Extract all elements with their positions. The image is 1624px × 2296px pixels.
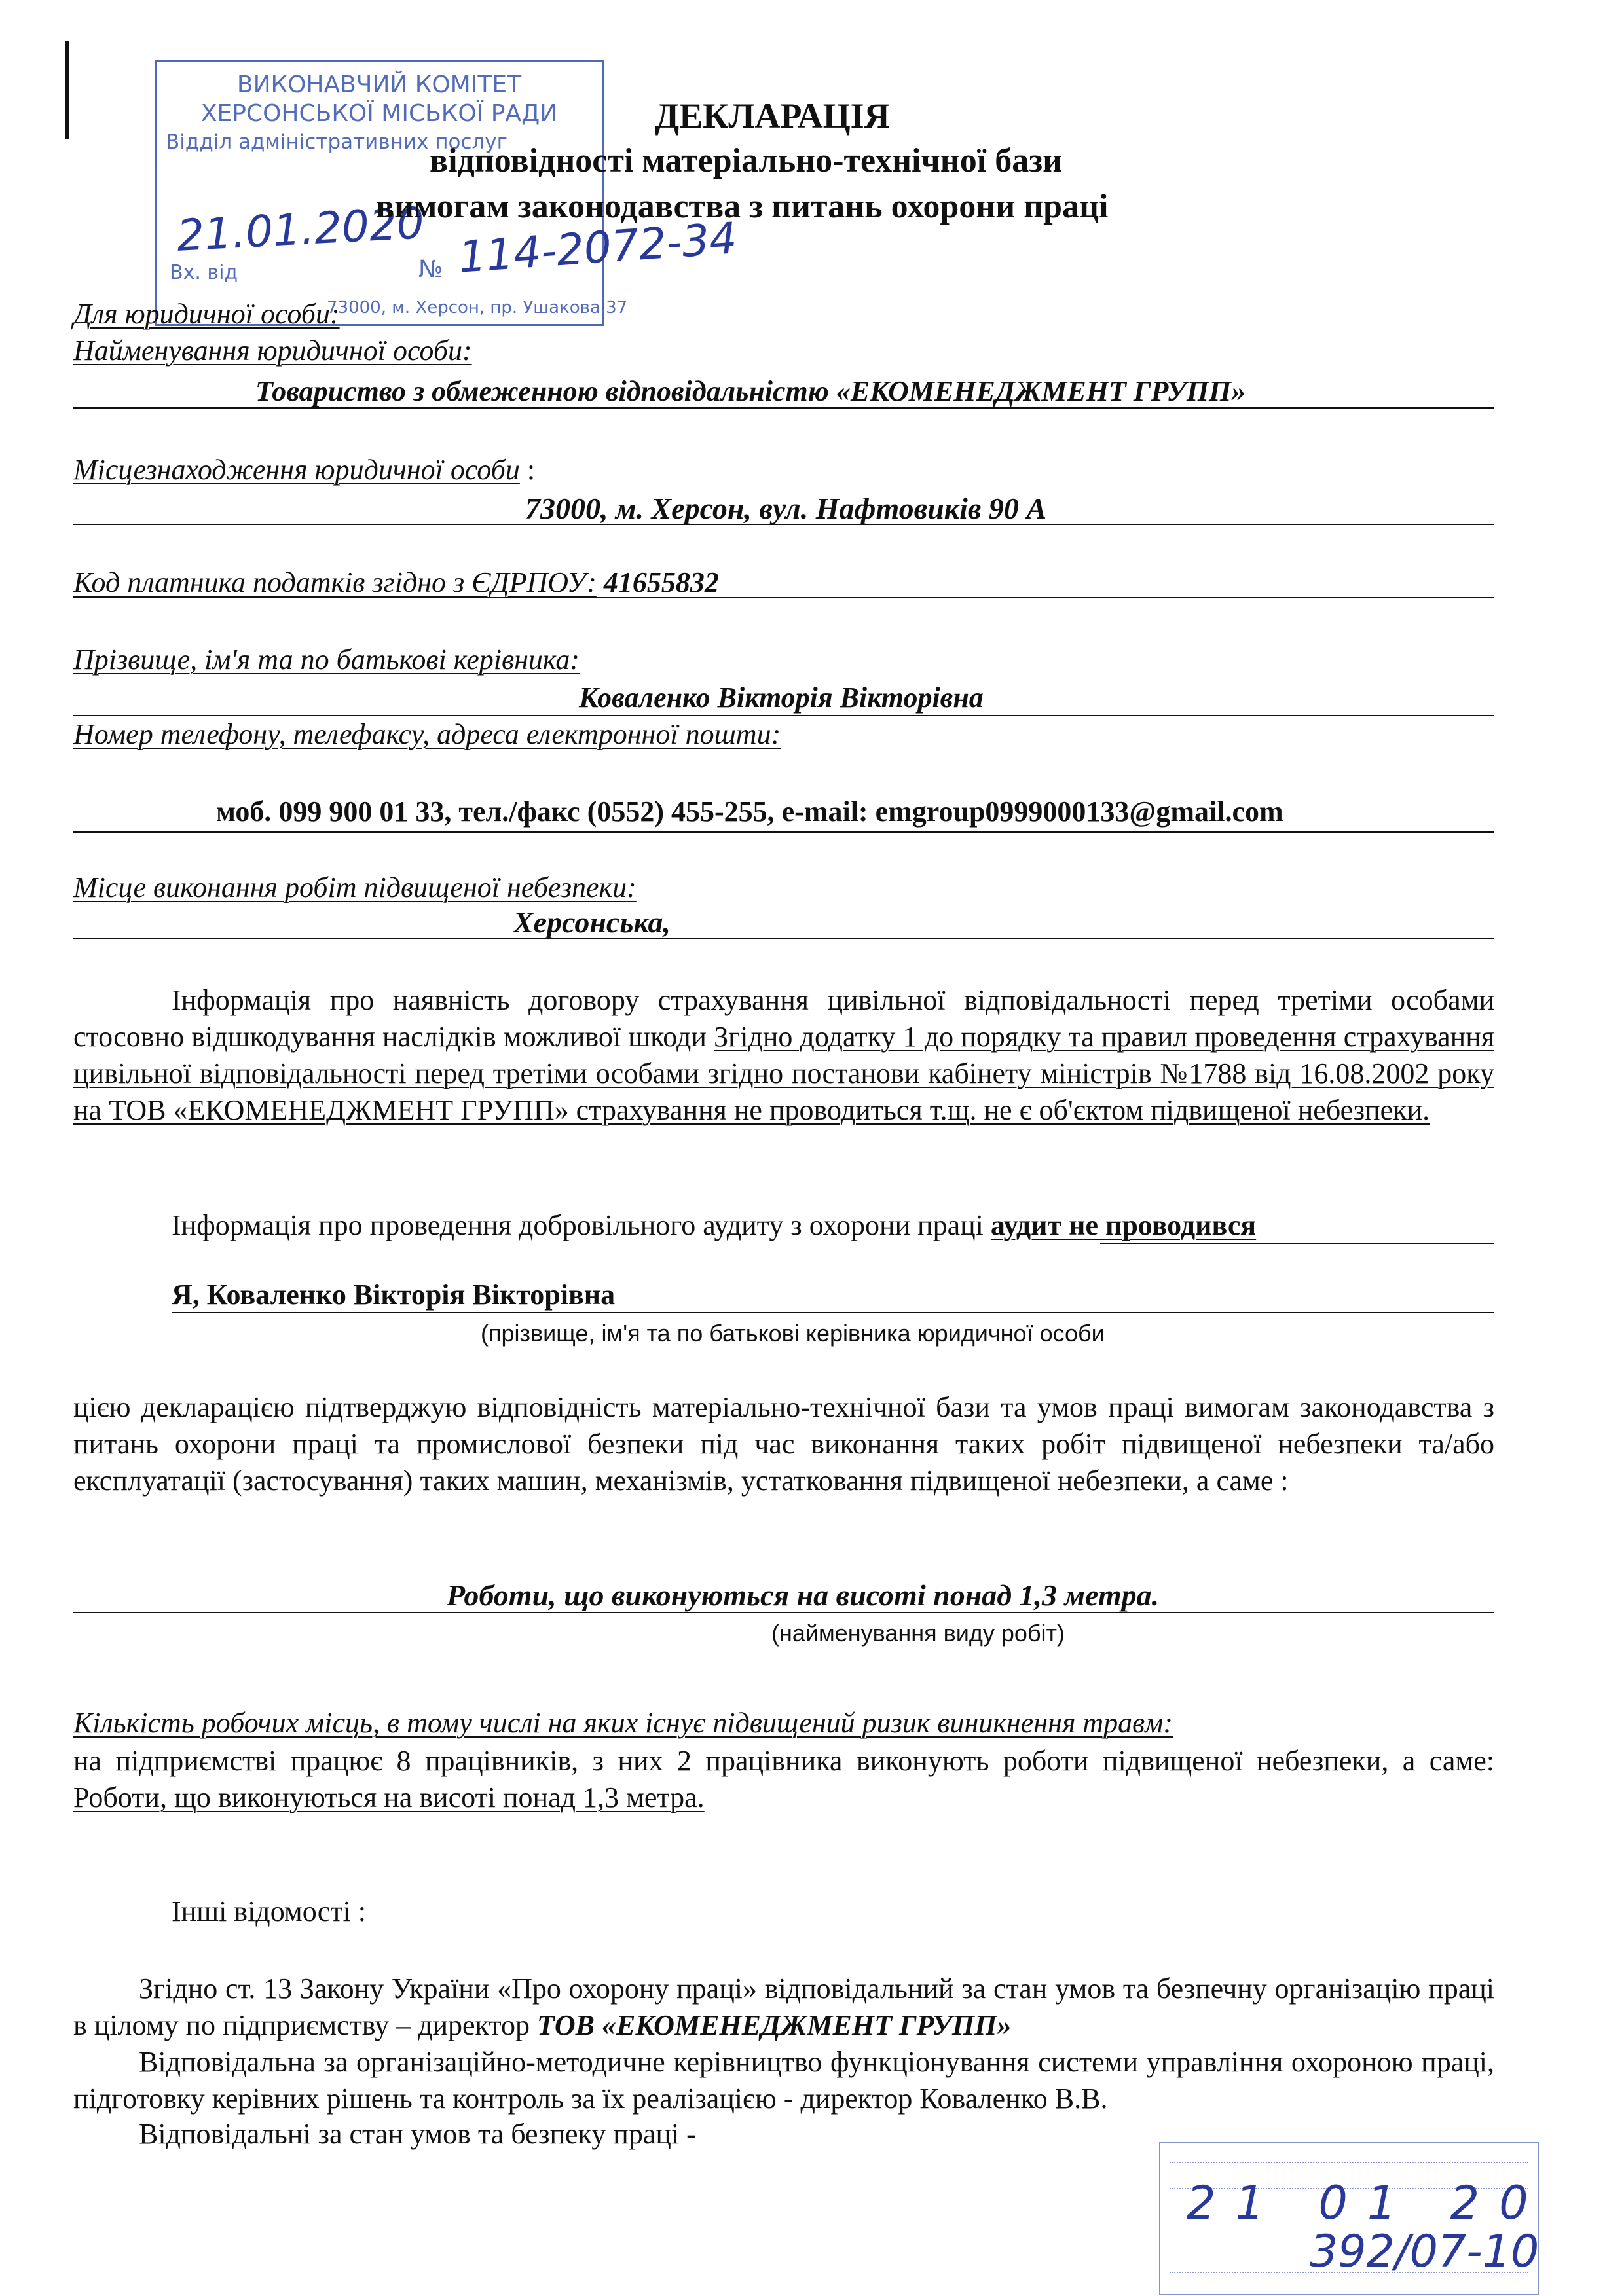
contacts-label: Номер телефону, телефаксу, адреса електронної пошти:: [73, 718, 781, 750]
margin-mark: [65, 41, 69, 139]
other-paragraph-2: Відповідальна за організаційно-методичне керівництво функціонування системи управління охороною праці, підготовку керівних рішень та контроль за їх реалізацією - директор Коваленко В.В.: [73, 2046, 1494, 2115]
place-label: Місце виконання робіт підвищеної небезпеки:: [73, 871, 637, 903]
audit-row: [172, 1209, 1256, 1242]
title-line-2: відповідності матеріально-технічної бази: [430, 142, 1063, 179]
confirmation-paragraph: цією декларацією підтверджую відповідність матеріально-технічної бази та умов праці вимогам законодавства з питань охорони праці та промислової безпеки під час виконання таких робіт підвищеної небезпеки та/або експлуатації (застосування) таких машин, механізмів, устатковання підвищеної небезпеки, а саме :: [73, 1391, 1494, 1497]
works-caption: (найменування виду робіт): [771, 1620, 1065, 1647]
title-line-3: вимогам законодавства з питань охорони праці: [376, 188, 1109, 225]
edrpou-row: [73, 566, 719, 599]
declarant-underline: [172, 1312, 1494, 1313]
head-label: Прізвище, ім'я та по батькові керівника:: [73, 644, 580, 676]
stamp-number-label: №: [418, 256, 443, 283]
stamp-bottom-date: 21 01 20: [1187, 2176, 1548, 2230]
insurance-details: Згідно додатку 1 до порядку та правил проведення страхування цивільної відповідальності перед третіми особами згідно постанови кабінету міністрів №1788 від 16.08.2002 року на ТОВ «ЕКОМЕНЕДЖМЕНТ ГРУПП» страхування не проводиться т.щ. не є об'єктом підвищеної небезпеки.: [73, 1021, 1495, 1126]
stamp-line-3: Відділ адміністративних послуг: [166, 130, 507, 154]
stamp-bottom-number: 392/07-10: [1310, 2226, 1540, 2278]
workplaces-paragraph: [73, 1743, 1494, 1816]
other-p1-text: Згідно ст. 13 Закону України «Про охорону праці» відповідальний за стан умов та безпечну організацію праці в цілому по підприємству – директор: [73, 1973, 1494, 2041]
declarant-caption: (прізвище, ім'я та по батькові керівника юридичної особи: [481, 1320, 1105, 1347]
location-label: Місцезнаходження юридичної особи: [73, 454, 520, 486]
name-label: Найменування юридичної особи:: [73, 335, 472, 367]
head-name: Коваленко Вікторія Вікторівна: [579, 682, 984, 714]
workplaces-label: Кількість робочих місць, в тому числі на яких існує підвищений ризик виникнення травм:: [73, 1707, 1173, 1739]
stamp-address: 73000, м. Херсон, пр. Ушакова,37: [327, 298, 628, 318]
insurance-intro: Інформація про наявність договору страхування цивільної відповідальності перед третіми особами стосовно відшкодування наслідків можливої шкоди: [73, 984, 1494, 1053]
insurance-paragraph: [73, 982, 1494, 1129]
edrpou-value: 41655832: [603, 566, 719, 598]
workplaces-works: Роботи, що виконуються на висоті понад 1,3 метра.: [73, 1781, 705, 1813]
place-value: Херсонська,: [513, 905, 671, 939]
works-value: Роботи, що виконуються на висоті понад 1,3 метра.: [447, 1578, 1160, 1612]
stamp-bottom-line-a: [1170, 2162, 1528, 2163]
contacts-value: моб. 099 900 01 33, тел./факс (0552) 455-255, e-mail: emgroup0999000133@gmail.com: [216, 795, 1283, 828]
location-label-row: [73, 453, 535, 486]
stamp-handwritten-date: 21.01.2020: [175, 198, 426, 261]
legal-person-label: Для юридичної особи:: [73, 298, 340, 330]
stamp-handwritten-number: 114-2072-34: [456, 213, 739, 283]
document-title: ДЕКЛАРАЦІЯ: [655, 96, 890, 136]
contacts-underline: [73, 831, 1494, 833]
head-underline: [73, 715, 1494, 716]
location-colon: :: [526, 454, 536, 486]
stamp-line-1: ВИКОНАВЧИЙ КОМІТЕТ: [236, 71, 522, 98]
other-paragraph-1: [73, 1971, 1494, 2044]
edrpou-label: Код платника податків згідно з ЄДРПОУ:: [73, 566, 597, 598]
audit-underline: [1100, 1243, 1494, 1244]
audit-label: Інформація про проведення добровільного аудиту з охорони праці: [172, 1209, 984, 1241]
other-paragraph-3: Відповідальні за стан умов та безпеку праці -: [139, 2118, 696, 2150]
company-address: 73000, м. Херсон, вул. Нафтовиків 90 А: [525, 492, 1047, 525]
declarant-name: Я, Коваленко Вікторія Вікторівна: [172, 1279, 616, 1311]
stamp-line-2: ХЕРСОНСЬКОЇ МІСЬКОЇ РАДИ: [200, 100, 558, 127]
other-label: Інші відомості :: [172, 1895, 366, 1927]
company-name: Товариство з обмеженною відповідальністю «ЕКОМЕНЕДЖМЕНТ ГРУПП»: [255, 375, 1246, 407]
audit-value: аудит не проводився: [990, 1209, 1257, 1241]
stamp-date-label: Вх. від: [170, 261, 238, 284]
other-p1-company: ТОВ «ЕКОМЕНЕДЖМЕНТ ГРУПП»: [536, 2009, 1012, 2041]
workplaces-text: на підприємстві працює 8 працівників, з них 2 працівника виконують роботи підвищеної небезпеки, а саме:: [73, 1745, 1494, 1777]
place-underline: [73, 938, 1494, 939]
